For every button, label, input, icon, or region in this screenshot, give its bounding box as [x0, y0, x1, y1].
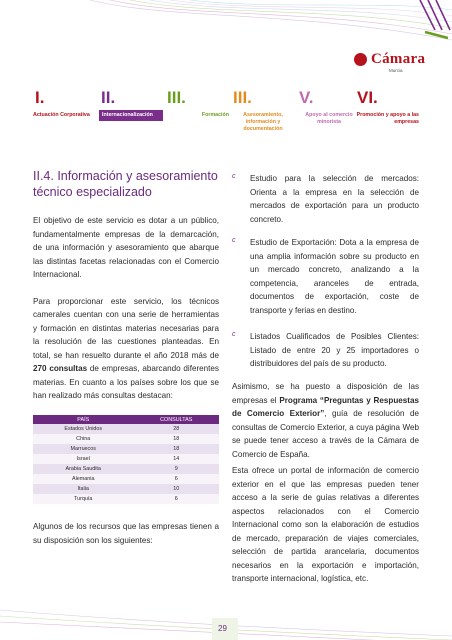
- table-row: [33, 484, 219, 494]
- camara-emblem-icon: [354, 53, 367, 66]
- section-title-line1: II.4. Información y asesoramiento: [33, 169, 218, 183]
- programa-highlight: Programa “Preguntas y Respuestas de Comercio Exterior”: [232, 395, 419, 418]
- tab-number: III.: [233, 88, 252, 107]
- bullet-text: Listados Cualificados de Posibles Clientes: Listado de entre 20 y 25 importadores o distribuidores del país de su producto.: [250, 332, 419, 368]
- resources-intro-paragraph: Algunos de los recursos que las empresas tienen a su disposición son los siguientes:: [33, 522, 219, 545]
- tab-label: Internacionalización: [99, 110, 163, 121]
- table-row: [33, 474, 219, 484]
- programa-text-c: , guía de resolución de consultas de Comercio Exterior, a cuya página Web se puede tener acceso a través de la Cámara de Comercio de España.: [232, 409, 419, 459]
- resources-text-a: Para proporcionar este servicio, los técnicos camerales cuentan con una serie de herramientas y formación en distintas materias necesarias para la resolución de las cuestiones planteadas. En total, se han resuelto durante el año 2018 más de: [33, 296, 219, 360]
- chapter-tabs: [33, 88, 419, 146]
- section-title: [33, 168, 219, 200]
- country-cell: Estados Unidos: [33, 424, 133, 434]
- page-number: 29: [218, 624, 227, 633]
- list-item: [232, 236, 419, 325]
- tab-actuacion-corporativa[interactable]: [33, 88, 97, 146]
- country-cell: Turquía: [33, 494, 133, 504]
- tab-apoyo-comercio-minorista[interactable]: [297, 88, 361, 146]
- count-cell: 6: [133, 494, 219, 504]
- table-header-row: [33, 415, 219, 424]
- country-cell: Arabia Saudita: [33, 464, 133, 474]
- portal-paragraph: Esta ofrece un portal de información de comercio exterior en el que las empresas pueden tener acceso a la serie de guías relativas a diferentes aspectos relacionados con el Comercio Internacional como son la elaboración de estudios de mercado, preparación de viajes comerciales, selección de partida arancelaria, documentos necesarios en la exportación e importación, transporte internacional, logística, etc.: [232, 466, 419, 583]
- tab-number: III.: [167, 88, 186, 107]
- section-title-line2: técnico especializado: [33, 185, 152, 199]
- header-consultas: CONSULTAS: [133, 415, 219, 424]
- tab-label: Actuación Corporativa: [33, 112, 90, 118]
- table-row: [33, 434, 219, 444]
- bullet-mark: c: [232, 237, 236, 244]
- country-cell: China: [33, 434, 133, 444]
- count-cell: 14: [133, 454, 219, 464]
- tab-formacion[interactable]: [165, 88, 229, 146]
- table-row: [33, 424, 219, 434]
- count-cell: 10: [133, 484, 219, 494]
- consultas-highlight: 270 consultas: [33, 364, 88, 373]
- programa-text-a: Asimismo, se ha puesto a disposición de las empresas el: [232, 382, 419, 405]
- count-cell: 18: [133, 434, 219, 444]
- table-row: [33, 494, 219, 504]
- logo-city: Murcia: [389, 68, 403, 73]
- tab-label: Apoyo al comercio minorista: [305, 112, 353, 125]
- tab-number: I.: [35, 88, 45, 107]
- intro-paragraph: El objetivo de este servicio es dotar a un público, fundamentalmente empresas de la demarcación, de una información y asesoramiento que abarque las distintas facetas relacionadas con el Comercio Internacional.: [33, 216, 219, 279]
- list-item: [232, 330, 419, 379]
- bullet-mark: c: [232, 331, 236, 338]
- resources-paragraph: [33, 295, 219, 403]
- header-pais: PAÍS: [33, 415, 133, 424]
- country-cell: Israel: [33, 454, 133, 464]
- left-column: [33, 168, 219, 403]
- tab-number: II.: [101, 88, 116, 107]
- bullet-text: Estudio de Exportación: Dota a la empresa de una amplia información sobre su producto en un mercado concreto, analizando a la competencia, aranceles de entrada, documentos de exportación, coste de transporte y ferias en destino.: [250, 238, 419, 315]
- country-cell: Italia: [33, 484, 133, 494]
- tab-asesoramiento[interactable]: [231, 88, 295, 146]
- country-cell: Marruecos: [33, 444, 133, 454]
- tab-promocion-apoyo[interactable]: [355, 88, 419, 146]
- table-row: [33, 454, 219, 464]
- count-cell: 9: [133, 464, 219, 474]
- tab-label: Asesoramiento, información y documentación: [243, 112, 283, 132]
- tab-number: VI.: [357, 88, 378, 107]
- country-cell: Alemania: [33, 474, 133, 484]
- bullet-text: Estudio para la selección de mercados: Orienta a la empresa en la selección de mercados de exportación para un producto concreto.: [250, 174, 419, 224]
- tab-internacionalizacion[interactable]: [99, 88, 163, 146]
- tab-label: Promoción y apoyo a las empresas: [356, 112, 419, 125]
- count-cell: 28: [133, 424, 219, 434]
- logo-name: Cámara: [371, 51, 426, 67]
- tab-number: V.: [299, 88, 314, 107]
- bullet-mark: c: [232, 173, 236, 180]
- resources-text-c: de empresas, abarcando diferentes materias. En cuanto a los países sobre los que se han realizado más consultas destacan:: [33, 364, 219, 400]
- table-row: [33, 444, 219, 454]
- consultas-by-country-table: [33, 415, 219, 504]
- tab-label: Formación: [201, 112, 229, 118]
- count-cell: 18: [133, 444, 219, 454]
- camara-logo: [354, 51, 444, 79]
- programa-paragraph: [232, 380, 419, 461]
- list-item: [232, 172, 419, 234]
- table-row: [33, 464, 219, 474]
- count-cell: 6: [133, 474, 219, 484]
